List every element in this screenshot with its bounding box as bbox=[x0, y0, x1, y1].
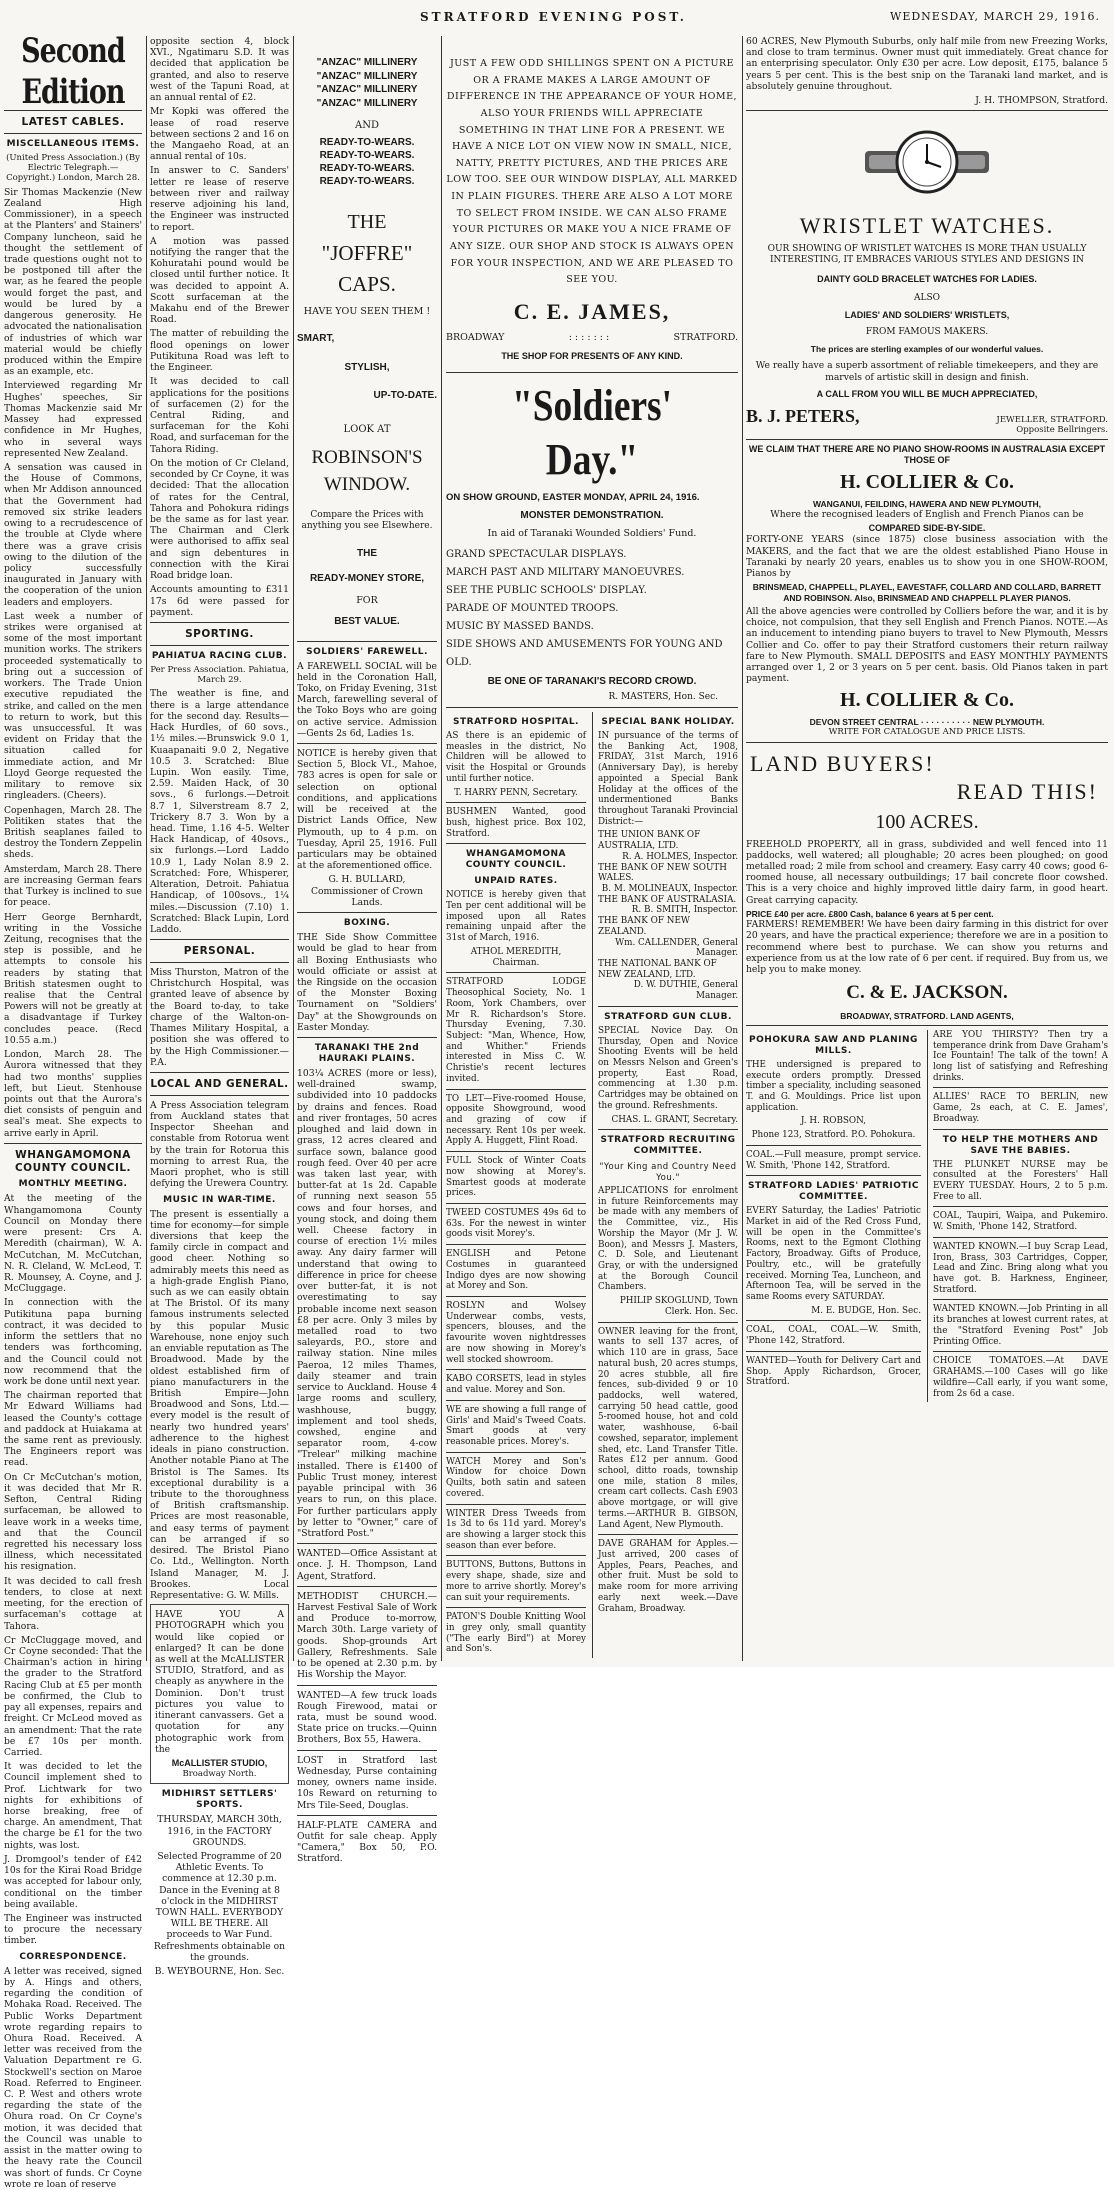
col4-right-subcolumn bbox=[592, 712, 738, 1658]
classified-ad: WE are showing a full range of Girls' and Maid's Tweed Coats. Smart goods at very reasonable prices. Morey's. bbox=[446, 1404, 586, 1447]
column-4 bbox=[446, 36, 738, 1661]
ready-to-wear-list bbox=[297, 136, 437, 188]
notice-paragraph: IN pursuance of the terms of the Banking Act, 1908, FRIDAY, 31st March, 1916 (Anniversary Day), is hereby appointed a Special Bank Holiday at the offices of the undermentioned Banks throughout Taranaki Provincial District:— bbox=[598, 730, 738, 827]
section-subheading: STRATFORD LADIES' PATRIOTIC COMMITTEE. bbox=[747, 1181, 920, 1203]
col5-left-subcolumn bbox=[746, 1030, 921, 1402]
article-paragraph: Interviewed regarding Mr Hughes' speeches, Sir Thomas Mackenzie said Mr Massey had expressed confidence in Mr Hughes, who in several ways represented New Zealand. bbox=[4, 380, 142, 459]
article-paragraph: On Cr McCutchan's motion, it was decided that Mr R. Sefton, Central Riding surfaceman, be allowed to leave work in a weeks time, and that the Council regretted his necessary loss illness, which necessitated his resignation. bbox=[4, 1471, 142, 1573]
ad-line: "ANZAC" MILLINERY bbox=[316, 84, 418, 95]
ad-line: FROM FAMOUS MAKERS. bbox=[865, 326, 989, 337]
section-heading: LOCAL AND GENERAL. bbox=[150, 1078, 289, 1090]
signature: ATHOL MEREDITH, Chairman. bbox=[470, 946, 562, 968]
ad-business-name: C. & E. JACKSON. bbox=[846, 982, 1008, 1004]
ad-line: THE bbox=[347, 211, 387, 234]
article-paragraph: Herr George Bernhardt, writing in the Vossiche Zeitung, recognises that the step is possible, and he attempts to console his readers by stating that British statesmen ought to realise that the Central Powers will not be greatly at a disadvantage if Turkey concludes peace. (Recd 10.55 a.m.) bbox=[4, 911, 142, 1046]
signature: J. H. THOMPSON, Stratford. bbox=[975, 95, 1108, 107]
ad-line: LADIES' AND SOLDIERS' WRISTLETS, bbox=[844, 310, 1010, 321]
ad-text: FARMERS! REMEMBER! We have been dairy farming in this district for over 20 years, and have the practical experience; therefore we are in a position to recommend where best to purchase. We can show you returns and experience from us at the low rate of 6 per cent. if required. Buy from us, we help you to make money. bbox=[746, 919, 1108, 976]
column-rule bbox=[742, 36, 743, 1661]
section-subheading: WHANGAMOMONA COUNTY COUNCIL. bbox=[465, 849, 567, 871]
ad-line: READY-TO-WEARS. bbox=[319, 176, 415, 188]
anzac-millinery-list bbox=[297, 56, 437, 110]
ad-address: DEVON STREET CENTRAL · · · · · · · · · · NEW PLYMOUTH. bbox=[809, 716, 1045, 727]
event-list bbox=[446, 546, 738, 672]
notice-paragraph: THE Side Show Committee would be glad to hear from all Boxing Enthusiasts who would officiate or assist at the Ringside on the occasion of the Monster Boxing Tournament on "Soldiers' Day" at the Showgrounds on Easter Monday. bbox=[297, 932, 437, 1033]
bank-official: B. M. MOLINEAUX, Inspector. bbox=[601, 884, 738, 894]
notice-paragraph: AS there is an epidemic of measles in the district, No Children will be allowed to visit the Hospital or Grounds until further notice. bbox=[446, 730, 586, 784]
classified-ad: ARE YOU THIRSTY? Then try a temperance drink from Dave Graham's Ice Fountain! The talk of the town! A long list of satisfying and Refreshing drinks. bbox=[933, 1029, 1108, 1083]
ad-line: "ANZAC" MILLINERY bbox=[316, 70, 418, 82]
classified-ad: BUSHMEN Wanted, good bush, highest price. Box 102, Stratford. bbox=[446, 807, 586, 839]
section-subheading: TARANAKI THE 2nd HAURAKI PLAINS. bbox=[314, 1043, 420, 1065]
peters-row bbox=[746, 406, 1108, 436]
article-paragraph: J. Dromgool's tender of £42 10s for the Kirai Road Bridge was accepted for labour only, conditional on the timber being available. bbox=[4, 1853, 142, 1910]
wristlet-watch-illustration bbox=[857, 117, 997, 207]
article-paragraph: The weather is fine, and there is a large attendance for the second day. Results— Hack Hurdles, of 60 sovs., 1½ miles.—Brunswick 9.0 1, Kuaapanaiti 9.0 2, Negative 10.5 3. Scratched: Blue Lupin. Won easily. Time, 2.59. Maiden Hack, of 30 sovs., 6 furlongs.—Detroit 8.7 1, Silverstream 8.7 2, Trickery 8.7 3. Won by a head. Time, 1.16 4-5. Welter Hack Handicap, of 40sovs., six furlongs.—Lord Laddo 10.9 1, Lady Nolan 8.9 2. Scratched: Fore, Whisperer, Alteration, Detroit. Pahiatua Handicap, of 100sovs., 1¼ miles.—Discussion (7.10) 1. Scratched: Black Lupin, Lord Laddo. bbox=[150, 688, 289, 936]
section-subheading: SPECIAL BANK HOLIDAY. bbox=[601, 716, 735, 727]
event-item: MUSIC BY MASSED BANDS. bbox=[446, 620, 594, 632]
ad-headline: WRISTLET WATCHES. bbox=[799, 213, 1055, 239]
ad-business-name: H. COLLIER & Co. bbox=[840, 689, 1014, 712]
notice-paragraph: EVERY Saturday, the Ladies' Patriotic Market in aid of the Red Cross Fund, will be open in the Committee's Rooms, next to the Egmont Clothing Factory, Broadway. Gifts of Produce, Poultry, etc., will be gratefully received. Morning Tea, Luncheon, and Afternoon Tea, will be served in the same Rooms every SATURDAY. bbox=[746, 1206, 921, 1302]
article-paragraph: London, March 28. The Aurora witnessed that they had two months' supplies left, but Lieut. Stenhouse points out that the Aurora's diet consists of penguin and seal's meat. She expects to arrive early in April. bbox=[4, 1049, 142, 1139]
section-subheading: STRATFORD GUN CLUB. bbox=[604, 1011, 732, 1022]
bank-official: D. W. DUTHIE, General Manager. bbox=[633, 980, 738, 1002]
ad-text: HAVE YOU A PHOTOGRAPH which you would like copied or enlarged? It can be done as well at the McALLISTER STUDIO, Stratford, and as cheaply as anywhere in the Dominion. Don't trust pictures you value to itinerant canvassers. Get a quotation for any photographic work from the bbox=[155, 1609, 284, 1755]
classified-ad: WANTED KNOWN.—Job Printing in all its branches at lowest current rates, at the "Stratford Evening Post" Job Printing Office. bbox=[933, 1304, 1108, 1347]
ad-line: WE CLAIM THAT THERE ARE NO PIANO SHOW-ROOMS IN AUSTRALASIA EXCEPT THOSE OF bbox=[748, 444, 1106, 466]
column-5 bbox=[746, 36, 1108, 1661]
ad-line: FOR bbox=[356, 594, 378, 606]
notice-paragraph: A FAREWELL SOCIAL will be held in the Coronation Hall, Toko, on Friday Evening, 31st March, farewelling several of the Toko Boys who are going on active service. Admission—Gents 2s 6d, Ladies 1s. bbox=[297, 660, 437, 739]
article-paragraph: The chairman reported that Mr Edward Williams had leased the County's cottage and paddock at Huiakama at the same rent as previously. The Engineers report was read. bbox=[4, 1390, 142, 1469]
ad-line: Compare the Prices with anything you see Elsewhere. bbox=[301, 510, 433, 532]
ad-line: AND bbox=[355, 120, 379, 131]
signature: B. WEYBOURNE, Hon. Sec. bbox=[154, 1966, 285, 1978]
ad-line: HAVE YOU SEEN THEM ! bbox=[303, 305, 431, 317]
ad-line: UP-TO-DATE. bbox=[373, 389, 437, 401]
notice-paragraph: 103¼ ACRES (more or less), well-drained swamp, subdivided into 10 paddocks by drains and fences. Road and river frontages, 50 acres ploughed and laid down in grass, 12 acres cleared and surface sown, balance good rough feed. Over 40 per acre was taken last year, with butter-fat at 1s 2d. Capable of running next season 55 cows and four horses, and young stock, and doing them well. Cheese factory in course of erection 1½ miles away. Any dairy farmer will understand that owing to difference in price for cheese over butter-fat, it is not overestimating to say probable income next season £8 per acre. Only 3 miles by metalled road to two saleyards, P.O., store and railway station. Nine miles Paeroa, 12 miles Thames, daily steamer and train service to Auckland. House 4 large rooms and scullery, washhouse, buggy, implement and tool sheds, cowshed, engine and separator room, 4-cow "Trelear" milking machine installed. There is £1400 of Public Trust money, interest payable principal with 36 years to run, on this place. For further particulars apply by letter to "Owner," care of "Stratford Post." bbox=[297, 1067, 437, 1539]
signature: CHAS. L. GRANT, Secretary. bbox=[611, 1114, 738, 1125]
ad-line: READY-MONEY STORE, bbox=[309, 572, 425, 584]
signature: PHILIP SKOGLUND, Town Clerk. Hon. Sec. bbox=[619, 1296, 738, 1317]
photo-advertisement bbox=[150, 1604, 289, 1784]
ad-business-name: McALLISTER STUDIO, bbox=[171, 1758, 268, 1769]
ad-address: Broadway North. bbox=[182, 1768, 257, 1779]
ad-tagline: THE SHOP FOR PRESENTS OF ANY KIND. bbox=[501, 351, 683, 362]
section-subheading: POHOKURA SAW AND PLANING MILLS. bbox=[749, 1034, 918, 1056]
ad-text: We really have a superb assortment of reliable timekeepers, and they are marvels of artistic skill in design and finish. bbox=[755, 360, 1099, 383]
event-item: SEE THE PUBLIC SCHOOLS' DISPLAY. bbox=[446, 584, 647, 596]
ad-line: "ANZAC" MILLINERY bbox=[316, 97, 418, 109]
article-paragraph: Selected Programme of 20 Athletic Events. To commence at 12.30 p.m. Dance in the Evening at 8 o'clock in the MIDHIRST TOWN HALL. EVERYBODY WILL BE THERE. All proceeds to War Fund. Refreshments obtainable on the grounds. bbox=[153, 1850, 286, 1963]
issue-date: WEDNESDAY, MARCH 29, 1916. bbox=[890, 10, 1100, 23]
bank-entry: THE BANK OF NEW SOUTH WALES. bbox=[598, 862, 727, 884]
section-subheading: SOLDIERS' FAREWELL. bbox=[306, 646, 428, 657]
section-subheading: UNPAID RATES. bbox=[474, 876, 558, 887]
ad-line: The prices are sterling examples of our wonderful values. bbox=[810, 343, 1044, 354]
masthead bbox=[0, 4, 1114, 34]
event-item: GRAND SPECTACULAR DISPLAYS. bbox=[446, 548, 627, 560]
column-rule bbox=[146, 36, 147, 1661]
event-item: PARADE OF MOUNTED TROOPS. bbox=[446, 602, 619, 614]
classified-ad: HALF-PLATE CAMERA and Outfit for sale cheap. Apply "Camera," Box 50, P.O. Stratford. bbox=[297, 1819, 437, 1865]
ad-text: FORTY-ONE YEARS (since 1875) close business association with the MAKERS, and the fact that we are the oldest established Piano House in Taranaki by nearly 20 years, enables us to show you in one SHOW-ROOM, Pianos by bbox=[746, 534, 1108, 579]
section-subheading: PAHIATUA RACING CLUB. bbox=[151, 650, 288, 661]
section-subheading: MIDHIRST SETTLERS' SPORTS. bbox=[161, 1789, 278, 1811]
notice-paragraph: NOTICE is hereby given that Ten per cent additional will be imposed upon all Rates remaining unpaid after the 31st of March, 1916. bbox=[446, 890, 586, 944]
article-paragraph: It was decided to let the Council implement shed to Prof. Lichtwark for two nights for exhibitions of horse breaking, free of charge. An amendment, That the charge be £1 for the two nights, was lost. bbox=[4, 1761, 142, 1851]
bank-official: Wm. CALLENDER, General Manager. bbox=[615, 937, 738, 959]
column-3 bbox=[297, 36, 437, 1865]
classified-ad: KABO CORSETS, lead in styles and value. Morey and Son. bbox=[446, 1374, 586, 1396]
classified-ad: LOST in Stratford last Wednesday, Purse containing money, owners name inside. 10s Reward on returning to Mrs Tile-Seed, Douglas. bbox=[297, 1754, 437, 1811]
column-2 bbox=[150, 36, 289, 1978]
ad-line: "ANZAC" MILLINERY bbox=[316, 57, 418, 68]
section-subheading: BOXING. bbox=[343, 918, 391, 929]
article-paragraph: Copenhagen, March 28. The Politiken states that the British seaplanes failed to destroy the Tondern Zeppelin sheds. bbox=[4, 804, 142, 861]
ad-line: PRICE £40 per acre. £800 Cash, balance 6 years at 5 per cent. bbox=[746, 908, 994, 919]
section-heading: SPORTING. bbox=[185, 627, 254, 640]
section-heading: PERSONAL. bbox=[183, 945, 256, 958]
section-subheading: STRATFORD RECRUITING COMMITTEE. bbox=[600, 1135, 736, 1157]
article-paragraph: The Engineer was instructed to procure the necessary timber. bbox=[4, 1913, 142, 1947]
article-paragraph: opposite section 4, block XVI., Ngatimaru S.D. It was decided that application be granted, and also to reserve west of the Tapuni Road, at an annual rental of £2. bbox=[150, 36, 289, 104]
recruit-tagline: "Your King and Country Need You." bbox=[599, 1162, 737, 1183]
classified-ad: DAVE GRAHAM for Apples.—Just arrived, 200 cases of Apples, Pears, Peaches, and other fruit. Must be sold to make room for more arriving early next week.—Dave Graham, Broadway. bbox=[598, 1539, 738, 1614]
ad-text: Where the recognised leaders of English and French Pianos can be bbox=[770, 509, 1084, 521]
article-paragraph: Last week a number of strikes were organised at some of the most important munition works. The strikers proceeded systematically to bring out a succession of workers. The Trade Union executive repudiated the strike, and called on the men to return to work, but this was unsuccessful. It was evident on Friday that the situation called for immediate action, and Mr Lloyd George requested the military to remove six ringleaders. (Cheers). bbox=[4, 610, 142, 802]
section-subheading: MUSIC IN WAR-TIME. bbox=[163, 1194, 276, 1205]
classified-ad: ENGLISH and Petone Costumes in guaranteed Indigo dyes are now showing at Morey and Son. bbox=[446, 1249, 586, 1292]
event-dateline: ON SHOW GROUND, EASTER MONDAY, APRIL 24, 1916. bbox=[446, 492, 700, 504]
article-paragraph: At the meeting of the Whangamomona County Council on Monday there were present: Crs A. Meredith (chairman), W. A. McCutchan, M. McCutchan, N. R. Cleland, W. McLeod, T. R. Mounsey, A. Coyne, and J. McCluggage. bbox=[4, 1193, 142, 1295]
bank-official: R. A. HOLMES, Inspector. bbox=[622, 851, 738, 862]
article-paragraph: Miss Thurston, Matron of the Christchurch Hospital, was granted leave of absence by the Board to-day, to take charge of the Walton-on-Thames Military Hospital, a position she was offered to by the High Commissioner.—P.A. bbox=[150, 967, 289, 1068]
classified-ad: WANTED KNOWN.—I buy Scrap Lead, Iron, Brass, 303 Cartridges, Copper, Lead and Zinc. Bring along what you have got. B. Harkness, Engineer, Stratford. bbox=[933, 1241, 1108, 1295]
ad-line: THE bbox=[357, 548, 377, 560]
bank-entry: THE BANK OF AUSTRALASIA. bbox=[598, 894, 737, 905]
ad-headline: LAND BUYERS! bbox=[750, 750, 935, 776]
newspaper-title: STRATFORD EVENING POST. bbox=[420, 10, 687, 24]
article-paragraph: On the motion of Cr Cleland, seconded by Cr Coyne, it was decided: That the allocation of rates for the Central, Tahora and Pohokura ridings be the same as for last year. The Chairman and Clerk were authorised to affix seal and sign debentures in connection with the Kirai Road bridge loan. bbox=[150, 457, 289, 582]
column-1 bbox=[4, 31, 142, 2190]
notice-paragraph: NOTICE is hereby given that Section 5, Block VI., Mahoe, 783 acres is open for sale or selection on optional conditions, and applications will be received at the District Lands Office, New Plymouth, up to 4 p.m. on Tuesday, April 25, 1916. Full particulars may be obtained at the aforementioned office. bbox=[297, 748, 437, 872]
event-title: MONSTER DEMONSTRATION. bbox=[520, 510, 664, 522]
classified-ad: BUTTONS, Buttons, Buttons in every shape, shade, size and more to arrive shortly. Morey's can suit your requirements. bbox=[446, 1560, 586, 1603]
classified-ad: WANTED—Youth for Delivery Cart and Shop. Apply Richardson, Grocer, Stratford. bbox=[746, 1355, 921, 1388]
notice-paragraph: SPECIAL Novice Day. On Thursday, Open and Novice Shooting Events will be held on Messrs Nelson and Green's property, East Road, commencing at 1.30 p.m. Cartridges may be obtained on the ground. Refreshments. bbox=[598, 1025, 738, 1111]
classified-ad: WATCH Morey and Son's Window for choice Down Quilts, both satin and sateen covered. bbox=[446, 1456, 586, 1499]
classified-ad: COAL, Taupiri, Waipa, and Pukemiro. W. Smith, 'Phone 142, Stratford. bbox=[933, 1211, 1108, 1233]
signature: R. MASTERS, Hon. Sec. bbox=[608, 692, 718, 702]
classified-ad: WANTED—A few truck loads Rough Firewood, matai or rata, must be sound wood. State price on trucks.—Quinn Brothers, Box 55, Hawera. bbox=[297, 1689, 437, 1746]
ad-line: STYLISH, bbox=[344, 361, 390, 373]
bank-list bbox=[598, 830, 738, 1002]
classified-ad: COAL.—Full measure, prompt service. W. Smith, 'Phone 142, Stratford. bbox=[746, 1149, 921, 1171]
ad-address-row bbox=[446, 332, 738, 344]
classified-ad: ROSLYN and Wolsey Underwear combs, vests, spencers, blouses, and the favourite woven nightdresses are now showing in Morey's well stocked showroom. bbox=[446, 1301, 586, 1365]
ad-address-dots: : : : : : : : bbox=[568, 331, 610, 343]
column-rule bbox=[441, 36, 442, 1661]
ad-business-name: H. COLLIER & Co. bbox=[840, 471, 1014, 494]
signature: G. H. BULLARD, Commissioner of Crown Lands. bbox=[310, 874, 424, 908]
ad-address: BROADWAY bbox=[446, 331, 505, 343]
ad-line: WRITE FOR CATALOGUE AND PRICE LISTS. bbox=[828, 727, 1026, 738]
section-heading: LATEST CABLES. bbox=[21, 115, 125, 128]
contact-line: Phone 123, Stratford. P.O. Pohokura. bbox=[751, 1130, 916, 1141]
ad-line: A CALL FROM YOU WILL BE MUCH APPRECIATED, bbox=[816, 388, 1038, 399]
article-paragraph: The matter of rebuilding the flood openings on lower Putikituna Road was left to the Engineer. bbox=[150, 328, 289, 374]
ad-line: COMPARED SIDE-BY-SIDE. bbox=[868, 523, 986, 534]
ad-address: BROADWAY, STRATFORD. LAND AGENTS, bbox=[840, 1010, 1014, 1021]
ad-address: STRATFORD. bbox=[673, 331, 738, 343]
ad-line: ALSO bbox=[913, 293, 941, 304]
land-ad-text: 60 ACRES, New Plymouth Suburbs, only half mile from new Freezing Works, and close to tram terminus. Owner must quit immediately. Great chance for an enterprising speculator. Only £30 per acre. Low deposit, £175, balance 5 years 5 per cent. This is the best snip on the Taranaki land market, and is absolutely genuine throughout. bbox=[746, 36, 1108, 92]
bank-official: R. B. SMITH, Inspector. bbox=[631, 905, 738, 916]
article-paragraph: It was decided to call applications for the positions of surfacemen (2) for the Central Riding, and surfaceman for the Kohi Road, and surfaceman for the Tahora Riding. bbox=[150, 376, 289, 455]
classified-ad: TO LET—Five-roomed House, opposite Showground, wood and grazing of cow if necessary. Rent 10s per week. Apply A. Huggett, Flint Road. bbox=[446, 1093, 586, 1147]
ad-line: READY-TO-WEARS. bbox=[319, 163, 415, 175]
event-item: MARCH PAST AND MILITARY MANOEUVRES. bbox=[446, 566, 685, 578]
ad-line: READY-TO-WEARS. bbox=[319, 137, 415, 149]
col5-right-subcolumn bbox=[927, 1030, 1108, 1402]
ad-line: "JOFFRE" bbox=[321, 240, 413, 265]
classified-ad: TWEED COSTUMES 49s 6d to 63s. For the newest in winter goods visit Morey's. bbox=[446, 1208, 586, 1240]
ad-line: WANGANUI, FEILDING, HAWERA AND NEW PLYMOUTH, bbox=[812, 498, 1042, 509]
frame-ad-text: JUST A FEW ODD SHILLINGS SPENT ON A PICTURE OR A FRAME MAKES A LARGE AMOUNT OF DIFFERENCE IN THE APPEARANCE OF YOUR HOME, ALSO YOUR FRIENDS WILL APPRECIATE SOMETHING IN THAT LINE FOR A PRESENT. WE HAVE A NICE LOT ON VIEW NOW IN SMALL, NICE, NATTY, PRETTY PICTURES, AND THE PRICES ARE LOW TOO. SEE OUR WINDOW DISPLAY, ALL MARKED IN PLAIN FIGURES. THERE ARE ALSO A LOT MORE TO SELECT FROM INSIDE. WE CAN ALSO FRAME YOUR PICTURES OR MAKE YOU A NICE FRAME OF ANY SIZE. OUR SHOP AND STOCK IS ALWAYS OPEN FOR YOUR INSPECTION, AND WE ARE PLEASED TO SEE YOU. bbox=[446, 58, 738, 286]
dateline: (United Press Association.) (By Electric Telegraph.—Copyright.) London, March 28. bbox=[6, 152, 140, 184]
classified-ad: FULL Stock of Winter Coats now showing at Morey's. Smartest goods at moderate prices. bbox=[446, 1156, 586, 1199]
ad-line: LOOK AT bbox=[343, 423, 391, 435]
article-paragraph: A letter was received, signed by A. Hings and others, regarding the condition of Mohaka Road. Received. The Public Works Department wrote regarding repairs to Ohura Road. Received. A letter was received from the Valuation Department re G. Stockwell's section on Maroe Road. Referred to Engineer. C. P. West and others wrote regarding the state of the Ohura road. On Cr Coyne's motion, it was decided that the Council was unable to assist in the matter owing to the heavy rate the Council was short of funds. Cr Coyne wrote re loan of reserve bbox=[4, 1965, 142, 2190]
signature: M. E. BUDGE, Hon. Sec. bbox=[811, 1305, 921, 1316]
article-paragraph: Cr McCluggage moved, and Cr Coyne seconded: That the Chairman's action in hiring the grader to the Stratford Racing Club at £5 per month be confirmed, the Club to pay all expenses, repairs and freight. Cr McLeod moved as an amendment: That the rate be £7 10s per month. Carried. bbox=[4, 1634, 142, 1758]
bank-entry: THE NATIONAL BANK OF NEW ZEALAND, LTD. bbox=[598, 959, 717, 980]
article-paragraph: A motion was passed notifying the ranger that the Kohuratahi pound would be closed until further notice. It was decided to appoint A. Scott surfaceman at the Makahu end of the Brewer Road. bbox=[150, 235, 289, 326]
ad-headline: 100 ACRES. bbox=[875, 811, 979, 834]
article-paragraph: Accounts amounting to £311 17s 6d were passed for payment. bbox=[150, 584, 289, 618]
article-paragraph: In connection with the Putikituna papa burning contract, it was decided to inform the settlers that no tenders was forthcoming, and the Council could not now recommend that the work be done until next year. bbox=[4, 1297, 142, 1387]
col4-left-subcolumn bbox=[446, 712, 586, 1658]
ad-line: SMART, bbox=[297, 333, 335, 345]
classified-ad: PATON'S Double Knitting Wool in grey only, small quantity ("The early Bird") at Morey and Son's. bbox=[446, 1612, 586, 1655]
section-subheading: CORRESPONDENCE. bbox=[19, 1951, 127, 1962]
event-cause: In aid of Taranaki Wounded Soldiers' Fund. bbox=[487, 528, 697, 540]
article-paragraph: Amsterdam, March 28. There are increasing German fears that Turkey is inclined to sue for peace. bbox=[4, 863, 142, 909]
notice-paragraph: THE PLUNKET NURSE may be consulted at the Foresters' Hall EVERY TUESDAY. Hours, 2 to 5 p.m. Free to all. bbox=[933, 1159, 1108, 1202]
classified-ad: CHOICE TOMATOES.—At DAVE GRAHAMS.—100 Cases will go like wildfire—Call early, if you want some, from 2s 6d a case. bbox=[933, 1356, 1108, 1399]
column-rule bbox=[293, 36, 294, 1661]
notice-paragraph: APPLICATIONS for enrolment in future Reinforcements may be made with any members of the Committee, viz., His Worship the Mayor (Mr J. W. Boon), and Messrs J. Masters, C. D. Sole, and Lieutenant Gray, or with the undersigned at the Borough Council Chambers. bbox=[598, 1186, 738, 1293]
classified-ad: COAL, COAL, COAL.—W. Smith, 'Phone 142, Stratford. bbox=[746, 1325, 921, 1347]
classified-ad: WANTED—Office Assistant at once. J. H. Thompson, Land Agent, Stratford. bbox=[297, 1548, 437, 1582]
event-slogan: BE ONE OF TARANAKI'S RECORD CROWD. bbox=[487, 675, 697, 687]
classified-ad: ALLIES' RACE TO BERLIN, new Game, 2s each, at C. E. James', Broadway. bbox=[933, 1092, 1108, 1124]
ad-business-name: B. J. PETERS, bbox=[746, 405, 860, 426]
article-paragraph: A sensation was caused in the House of Commons, when Mr Addison announced that the Government had removed six strike leaders owing to a recrudescence of the trouble at Clyde where there was a grave crisis owing to the dilution of the policy successfully inaugurated in January with the cooperation of the union leaders and employers. bbox=[4, 461, 142, 608]
classified-ad: STRATFORD LODGE Theosophical Society, No. 1 Room, York Chambers, over Mr R. Richardson's Store. Thursday Evening, 7.30. Subject: "Man, Whence, How, and Whither." Friends interested in Miss C. W. Christie's recent lectures invited. bbox=[446, 977, 586, 1084]
ad-text: OUR SHOWING OF WRISTLET WATCHES IS MORE THAN USUALLY INTERESTING, IT EMBRACES VARIOUS STYLES AND DESIGNS IN bbox=[767, 244, 1087, 266]
ad-line: BEST VALUE. bbox=[334, 616, 400, 628]
section-subheading: MONTHLY MEETING. bbox=[18, 1179, 128, 1190]
notice-paragraph: THE undersigned is prepared to execute orders promptly. Dressed timber a speciality, including seasoned T. and G. Mouldings. Price list upon application. bbox=[746, 1059, 921, 1113]
dateline: Per Press Association. Pahiatua, March 29. bbox=[150, 664, 289, 686]
soldiers-day-banner: "Soldiers' Day." bbox=[511, 381, 672, 484]
ad-text: All the above agencies were controlled by Colliers before the war, and it is by choice, not compulsion, that they sell English and French Pianos. NOTE.—As an inducement to intending piano buyers to travel to New Plymouth, Messrs Collier and Co. offer to pay their Stratford customers their return railway fare to New Plymouth. SMALL DEPOSITS and EASY MONTHLY PAYMENTS arranged over 1, 2 or 3 years on 5 per cent. basis. Old Pianos taken in part payment. bbox=[746, 605, 1108, 685]
classified-ad: METHODIST CHURCH.—Harvest Festival Sale of Work and Produce to-morrow, March 30th. Large variety of goods. Shop-grounds Art Gallery, Refreshments. Sale to be opened at 2.30 p.m. by His Worship the Mayor. bbox=[297, 1590, 437, 1681]
article-paragraph: A Press Association telegram from Auckland states that Inspector Sheehan and constable from Rotorua went by the train for Rotorua this morning to arrest Rua, the Maori prophet, who is still defying the Urewera Country. bbox=[150, 1099, 289, 1190]
ad-line: CAPS. bbox=[338, 272, 396, 297]
article-paragraph: In answer to C. Sanders' letter re lease of reserve between river and railway reserve adjoining his land, the Engineer was instructed to report. bbox=[150, 165, 289, 233]
article-paragraph: The present is essentially a time for economy—for simple diversions that keep the family circle in compact and good cheer. Nothing so admirably meets this need as a high-grade English Piano, such as we can easily obtain at The Bristol. Of its many famous instruments selected by this popular Music Warehouse, none enjoy such an enviable reputation as The Broadwood. Made by the oldest established firm of piano manufacturers in the British Empire—John Broadwood and Sons, Ltd.—every model is the result of nearly two hundred years' adherence to the highest ideals in piano construction. Another notable Piano at The Bristol is The Sames. Its exceptional durability is a tribute to the thoroughness of British craftsmanship. Prices are most reasonable, and easy terms of payment can be arranged if so desired. The Bristol Piano Co. Ltd., Wellington. North Island Manager, M. J. Brookes. Local Representative: G. W. Mills. bbox=[150, 1208, 289, 1601]
bank-entry: THE BANK OF NEW ZEALAND. bbox=[598, 916, 690, 937]
section-heading: WHANGAMOMONA COUNTY COUNCIL. bbox=[14, 1148, 132, 1174]
ad-business-name: C. E. JAMES, bbox=[513, 298, 671, 324]
event-date: THURSDAY, MARCH 30th, 1916, in the FACTORY GROUNDS. bbox=[157, 1814, 282, 1848]
article-paragraph: Sir Thomas Mackenzie (New Zealand High Commissioner), in a speech at the Planters' and Stainers' Company luncheon, said he thought the settlement of trade questions ought not to be postponed till after the war, as he feared the people would forget the past, and would be lured by a dangerous generosity. He advocated the nationalisation of industries of which war material would be chiefly produced within the Empire as an example, etc. bbox=[4, 186, 142, 378]
bank-entry: THE UNION BANK OF AUSTRALIA, LTD. bbox=[598, 830, 701, 852]
classified-ad: WINTER Dress Tweeds from 1s 3d to 6s 11d yard. Morey's are showing a larger stock this season than ever before. bbox=[446, 1508, 586, 1551]
section-heading: MISCELLANEOUS ITEMS. bbox=[6, 138, 140, 149]
article-paragraph: It was decided to call fresh tenders, to close at next meeting, for the erection of surfaceman's cottage at Tahora. bbox=[4, 1575, 142, 1632]
ad-headline: READ THIS! bbox=[956, 779, 1098, 805]
section-subheading: TO HELP THE MOTHERS AND SAVE THE BABIES. bbox=[942, 1134, 1099, 1156]
ad-text: FREEHOLD PROPERTY, all in grass, subdivided and well fenced into 11 paddocks, well watered; all ploughable; 20 acres been ploughed; on good metalled road; 2 mile from school and creamery. Easy carry 40 cows; good 6-roomed house, all necessary outbuildings; 17 bail concrete floor cowshed. This is a very choice and highly improved little dairy farm, in good heart. Great carrying capacity. bbox=[746, 838, 1108, 906]
edition-banner: Second Edition bbox=[21, 31, 125, 112]
signature: J. H. ROBSON, bbox=[800, 1116, 867, 1127]
ad-text: BRINSMEAD, CHAPPELL, PLAYEL, EAVESTAFF, COLLARD AND COLLARD, BARRETT AND ROBINSON. Also, BRINSMEAD AND CHAPPELL PLAYER PIANOS. bbox=[752, 582, 1102, 603]
ad-line: DAINTY GOLD BRACELET WATCHES FOR LADIES. bbox=[817, 274, 1037, 285]
ad-address: JEWELLER, STRATFORD. Opposite Bellringers. bbox=[996, 414, 1108, 436]
section-subheading: STRATFORD HOSPITAL. bbox=[453, 716, 579, 727]
event-item: SIDE SHOWS AND AMUSEMENTS FOR YOUNG AND OLD. bbox=[446, 638, 723, 668]
signature: T. HARRY PENN, Secretary. bbox=[454, 787, 578, 798]
classified-ad: OWNER leaving for the front, wants to sell 137 acres, of which 110 are in grass, 5ace natural bush, 20 acres stumps, 20 acres stubble, all fire fences, sub-divided 9 or 10 paddocks, well watered, carrying 50 head cattle, good 5-roomed house, hot and cold water, washhouse, 6-bail cowshed, separator, implement shed, etc. Land Transfer Title. Rates £12 per annum. Good school, ditto roads, township one mile, station 8 miles, cream cart collects. Cash £903 above mortgage, or will give terms.—ARTHUR B. GIBSON, Land Agent, New Plymouth. bbox=[598, 1326, 738, 1530]
article-paragraph: Mr Kopki was offered the lease of road reserve between sections 2 and 16 on the Mangaeho Road, at an annual rental of 10s. bbox=[150, 106, 289, 163]
ad-line: READY-TO-WEARS. bbox=[319, 150, 415, 162]
ad-line: WINDOW. bbox=[323, 474, 411, 496]
ad-line: ROBINSON'S bbox=[311, 447, 423, 469]
